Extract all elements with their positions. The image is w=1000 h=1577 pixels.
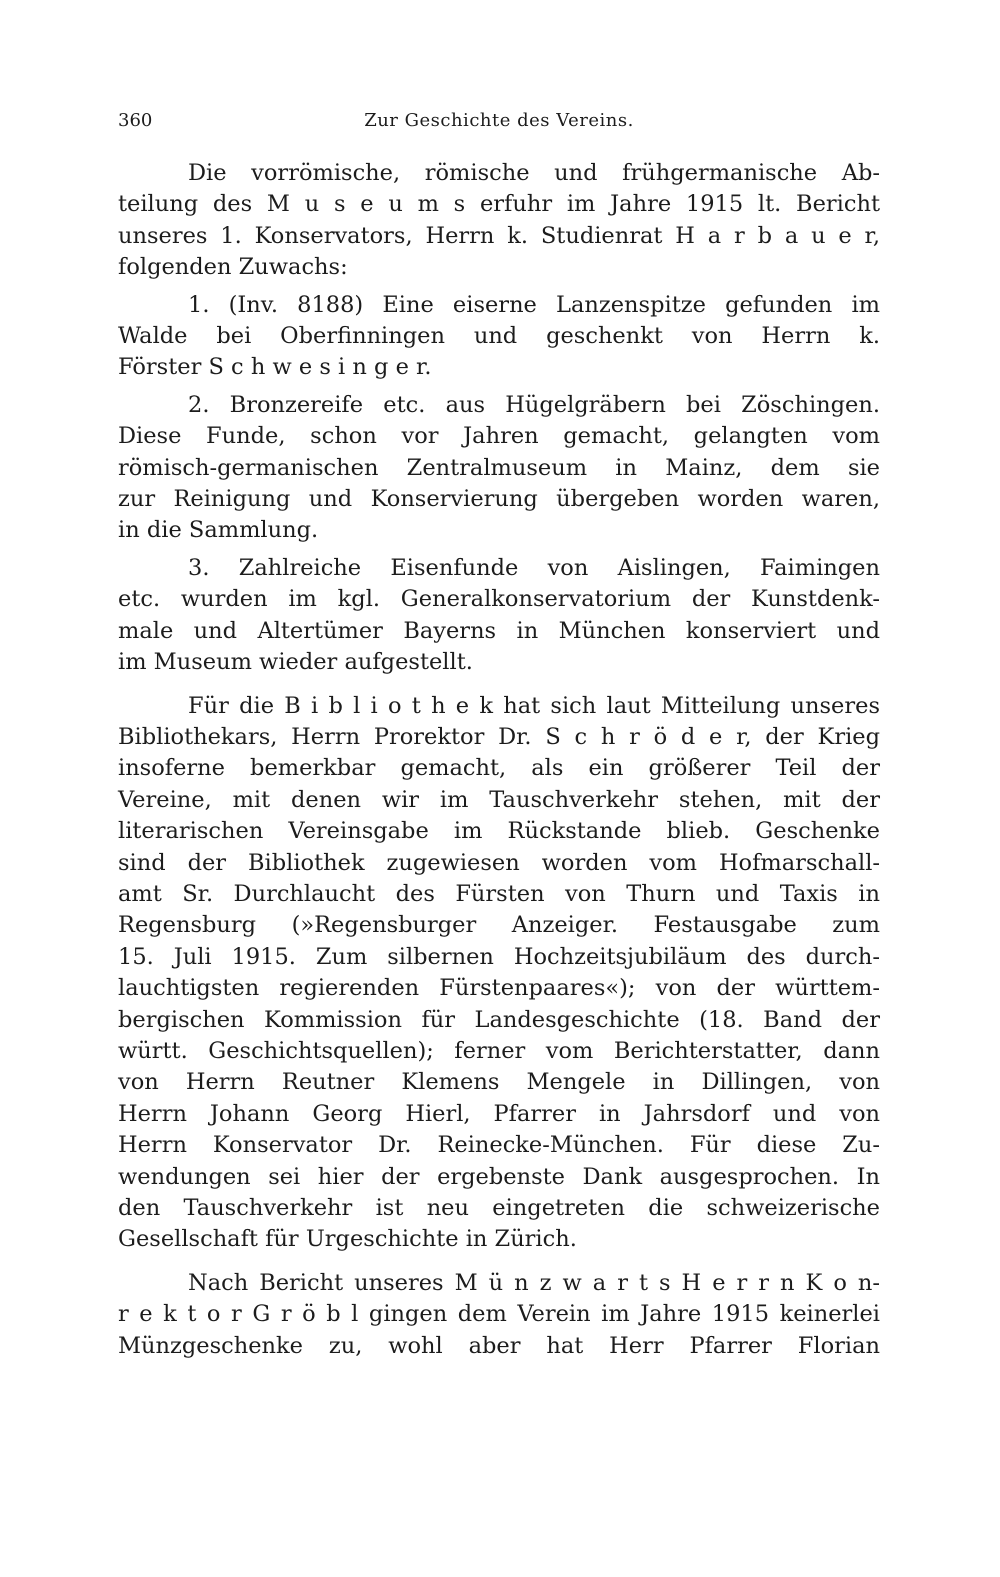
text-line: sind der Bibliothek zugewiesen worden vom Hofmarschall- [118,849,880,876]
paragraph-item-1 [118,290,880,384]
text-line: 1. (Inv. 8188) Eine eiserne Lanzenspitze gefunden im [188,291,880,318]
text-line: Münzgeschenke zu, wohl aber hat Herr Pfarrer Florian [118,1332,880,1359]
paragraph-museum [118,158,880,284]
text-line: Förster S c h w e s i n g e r. [118,354,432,381]
text-line: insoferne bemerkbar gemacht, als ein größerer Teil der [118,755,880,782]
paragraph-library [118,691,880,1256]
text-line: r e k t o r G r ö b l gingen dem Verein im Jahre 1915 keinerlei [118,1301,880,1328]
paragraph-item-3 [118,553,880,679]
text-line: folgenden Zuwachs: [118,254,348,281]
text-line: Gesellschaft für Urgeschichte in Zürich. [118,1226,577,1253]
text-line: 15. Juli 1915. Zum silbernen Hochzeitsjubiläum des durch- [118,943,880,970]
text-line: Herrn Johann Georg Hierl, Pfarrer in Jahrsdorf und von [118,1100,880,1127]
text-line: 3. Zahlreiche Eisenfunde von Aislingen, Faimingen [188,554,880,581]
text-line: etc. wurden im kgl. Generalkonservatorium der Kunstdenk- [118,586,880,613]
text-line: bergischen Kommission für Landesgeschichte (18. Band der [118,1006,880,1033]
text-line: Herrn Konservator Dr. Reinecke-München. Für diese Zu- [118,1132,880,1159]
paragraph-coins [118,1268,880,1362]
running-title: Zur Geschichte des Vereins. [364,110,634,131]
text-line: in die Sammlung. [118,517,319,544]
text-line: zur Reinigung und Konservierung übergeben worden waren, [118,486,880,513]
text-line: amt Sr. Durchlaucht des Fürsten von Thurn und Taxis in [118,880,880,907]
text-line: literarischen Vereinsgabe im Rückstande blieb. Geschenke [118,818,880,845]
text-line: Walde bei Oberfinningen und geschenkt von Herrn k. [118,323,880,350]
page-number: 360 [118,110,153,131]
text-line: württ. Geschichtsquellen); ferner vom Berichterstatter, dann [118,1037,880,1064]
text-line: von Herrn Reutner Klemens Mengele in Dillingen, von [118,1069,880,1096]
text-line: Regensburg (»Regensburger Anzeiger. Festausgabe zum [118,912,880,939]
page-header [118,106,880,136]
text-line: Nach Bericht unseres M ü n z w a r t s H e r r n K o n- [188,1269,880,1296]
text-line: male und Altertümer Bayerns in München konserviert und [118,617,880,644]
text-line: Für die B i b l i o t h e k hat sich laut Mitteilung unseres [188,692,880,719]
text-line: den Tauschverkehr ist neu eingetreten die schweizerische [118,1195,880,1221]
text-line: im Museum wieder aufgestellt. [118,649,473,676]
body-text [118,158,880,1362]
text-line: wendungen sei hier der ergebenste Dank ausgesprochen. In [118,1163,880,1190]
text-line: 2. Bronzereife etc. aus Hügelgräbern bei Zöschingen. [188,391,880,418]
text-line: Die vorrömische, römische und frühgermanische Ab- [188,160,880,186]
text-line: unseres 1. Konservators, Herrn k. Studienrat H a r b a u e r, [118,222,880,249]
text-line: Vereine, mit denen wir im Tauschverkehr stehen, mit der [118,786,880,813]
text-line: teilung des M u s e u m s erfuhr im Jahre 1915 lt. Bericht [118,191,880,218]
text-line: Diese Funde, schon vor Jahren gemacht, gelangten vom [118,423,880,450]
text-line: lauchtigsten regierenden Fürstenpaares«); von der württem- [118,975,880,1002]
text-line: Bibliothekars, Herrn Prorektor Dr. S c h r ö d e r, der Krieg [118,723,880,750]
text-line: römisch-germanischen Zentralmuseum in Mainz, dem sie [118,454,880,481]
paragraph-item-2 [118,390,880,547]
